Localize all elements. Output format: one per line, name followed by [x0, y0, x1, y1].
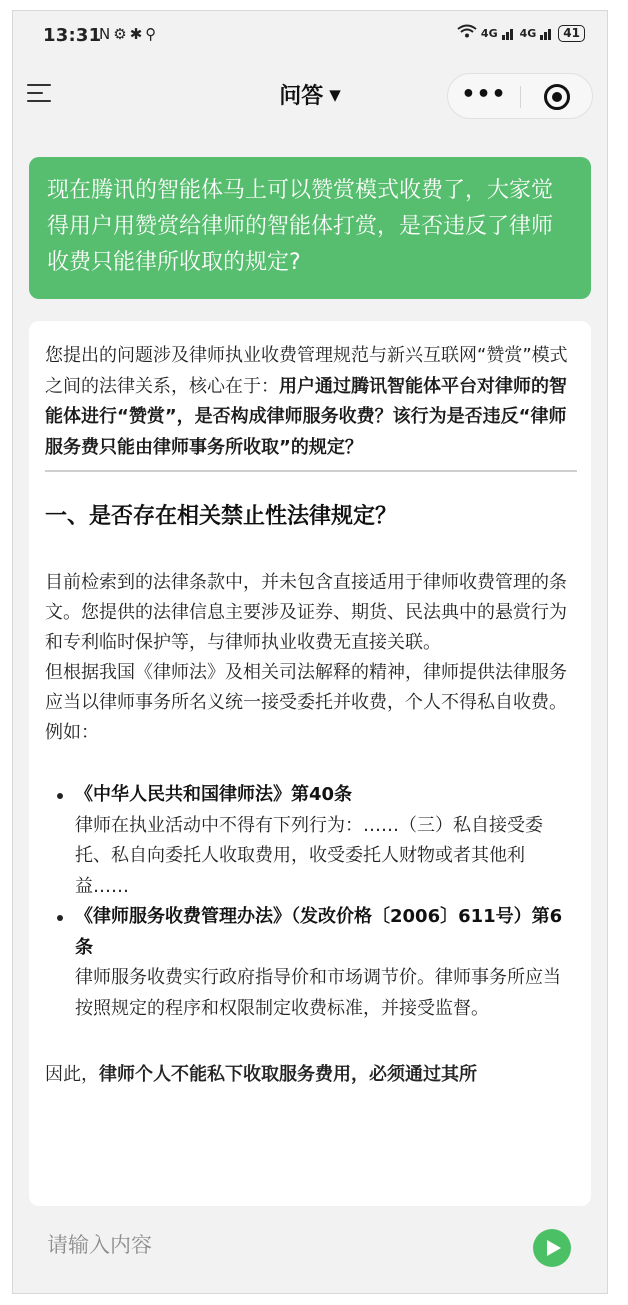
capsule-divider — [520, 86, 521, 108]
law-list — [45, 780, 577, 1024]
app-frame — [12, 10, 608, 1294]
answer-intro-bold: 用户通过腾讯智能体平台对律师的智能体进行“赞赏”，是否构成律师服务收费？该行为是否违反“律师服务费只能由律师事务所收取”的规定？ — [45, 375, 567, 458]
nfc-icon: N — [99, 25, 111, 43]
mini-program-capsule — [447, 73, 593, 119]
status-right-icons — [457, 24, 585, 42]
law-title: 《律师服务收费管理办法》（发改价格〔2006〕611号）第6条 — [75, 906, 563, 958]
signal-bars-icon-1 — [502, 26, 516, 40]
nav-bar — [13, 69, 607, 125]
law-text: 律师在执业活动中不得有下列行为：……（三）私自接受委托、私自向委托人收取费用，收受委托人财物或者其他利益…… — [75, 814, 543, 897]
answer-card — [29, 321, 591, 1206]
alarm-icon: ⚙ — [113, 25, 127, 43]
dropdown-arrow-icon: ▼ — [329, 86, 341, 104]
location-icon: ⚲ — [145, 25, 157, 43]
signal-bars-icon-2 — [540, 26, 554, 40]
conclusion-text: 因此， — [45, 1064, 99, 1085]
status-notification-icons — [99, 25, 156, 43]
law-title: 《中华人民共和国律师法》第40条 — [75, 784, 353, 805]
input-bar — [13, 1207, 607, 1294]
paragraph-2: 但根据我国《律师法》及相关司法解释的精神，律师提供法律服务应当以律师事务所名义统一接受委托并收费，个人不得私自收费。例如： — [45, 662, 567, 743]
bluetooth-icon: ✱ — [129, 25, 143, 43]
signal-icon-2: 4G — [519, 26, 537, 40]
answer-intro-text: 您提出的问题涉及律师执业收费管理规范与新兴互联网“赞赏”模式之间的法律关系，核心在于： — [45, 345, 568, 397]
user-message-bubble: 现在腾讯的智能体马上可以赞赏模式收费了，大家觉得用户用赞赏给律师的智能体打赏，是否违反了律师收费只能律所收取的规定? — [29, 157, 591, 299]
divider — [45, 470, 577, 472]
wifi-icon — [457, 24, 477, 42]
page-title: 问答 — [279, 84, 324, 109]
status-bar — [13, 11, 607, 59]
close-target-icon[interactable] — [544, 84, 570, 110]
list-item — [45, 780, 577, 902]
message-input[interactable] — [47, 1225, 517, 1265]
status-time: 13:31 — [43, 25, 102, 46]
send-button[interactable] — [533, 1229, 571, 1267]
more-options-button[interactable]: ••• — [461, 82, 507, 107]
conclusion-bold: 律师个人不能私下收取服务费用，必须通过其所 — [99, 1064, 477, 1085]
list-item — [45, 902, 577, 1024]
conclusion-paragraph — [45, 1060, 577, 1090]
answer-intro — [45, 341, 577, 463]
section-heading: 一、是否存在相关禁止性法律规定？ — [45, 504, 398, 529]
law-text: 律师服务收费实行政府指导价和市场调节价。律师事务所应当按照规定的程序和权限制定收费标准，并接受监督。 — [75, 967, 561, 1019]
signal-icon-1: 4G — [480, 26, 498, 40]
battery-icon: 41 — [558, 25, 585, 42]
paragraph-1: 目前检索到的法律条款中，并未包含直接适用于律师收费管理的条文。您提供的法律信息主要涉及证券、期货、民法典中的悬赏行为和专利临时保护等，与律师执业收费无直接关联。 — [45, 572, 567, 653]
